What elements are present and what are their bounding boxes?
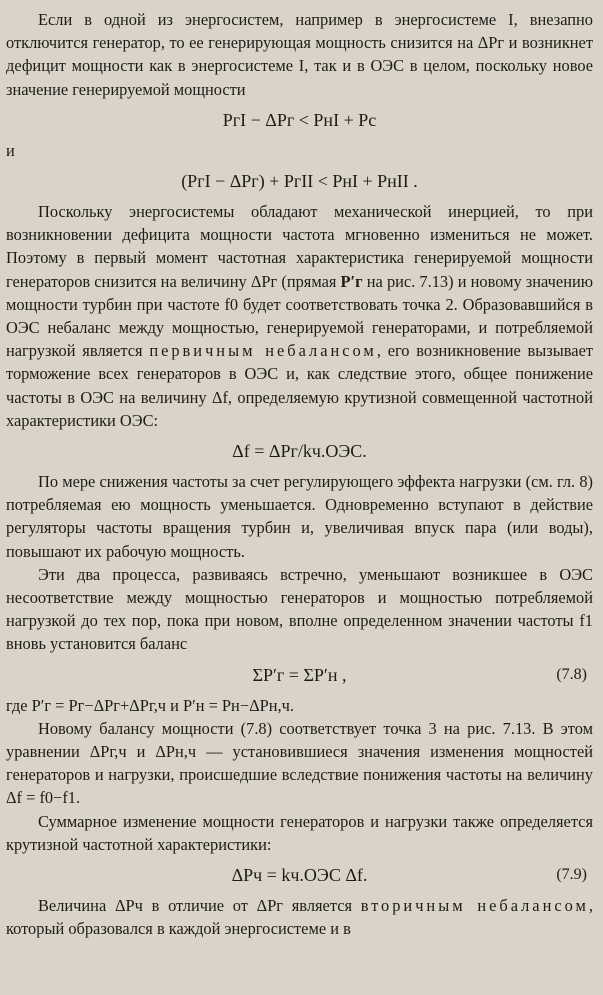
paragraph-5: Новому балансу мощности (7.8) соответствует точка 3 на рис. 7.13. В этом уравнении ΔPг,ч и ΔPн,ч — установившиеся значения изменения мощностей генераторов и нагрузки, происшедшие вследствие понижения частоты на величину Δf = f0−f1. — [6, 718, 593, 808]
equation-2: (PгI − ΔPг) + PгII < PнI + PнII . — [181, 171, 418, 192]
equation-frequency-change: Δf = ΔPг/kч.ОЭС. — [232, 441, 367, 462]
equation-7-9-body: ΔPч = kч.ОЭС Δf. — [231, 865, 368, 886]
equation-7-8 — [6, 660, 593, 690]
paragraph-2-part-c: , его возникновение вызывает торможение всех генераторов в ОЭС и, как следствие этого, общее понижение частоты в ОЭС на величину Δf, определяемую крутизной совмещенной частотной характеристики ОЭС: — [6, 341, 594, 430]
paragraph-2-part-a: Поскольку энергосистемы обладают механической инерцией, то при возникновении дефицита мощности частота мгновенно измениться не может. Поэтому в первый момент частотная характеристика генерируемой мощности генераторов снизится на величину ΔPг (прямая — [6, 202, 593, 291]
paragraph-6: Суммарное изменение мощности генераторов и нагрузки также определяется крутизной частотной характеристики: — [6, 811, 593, 854]
paragraph-7-part-a: Величина ΔPч в отличие от ΔPг является — [38, 896, 361, 916]
conjunction-and: и — [6, 140, 15, 160]
paragraph-2 — [6, 200, 593, 432]
paragraph-1: Если в одной из энергосистем, например в энергосистеме I, внезапно отключится генератор, то ее генерирующая мощность снизится на ΔPг и возникнет дефицит мощности как в энергосистеме I, так и в ОЭС в целом, поскольку новое значение генерируемой мощности — [6, 10, 593, 99]
where-clause: где P′г = Pг−ΔPг+ΔPг,ч и P′н = Pн−ΔPн,ч. — [6, 695, 294, 715]
equation-7-9-number: (7.9) — [556, 866, 587, 884]
equation-1: PгI − ΔPг < PнI + Pс — [222, 109, 377, 130]
term-primary-imbalance: первичным небалансом — [149, 341, 377, 361]
paragraph-7-part-b: , который образовался в каждой энергосистеме и в — [6, 896, 593, 939]
term-secondary-imbalance: вторичным небалансом — [360, 896, 589, 916]
equation-7-9 — [6, 860, 593, 890]
paragraph-4: Эти два процесса, развиваясь встречно, уменьшают возникшее в ОЭС несоответствие между мощностью генераторов и мощностью потребляемой нагрузкой до тех пор, пока при новом, вполне определенном значении частоты f1 вновь установится баланс — [6, 564, 593, 654]
equation-7-8-number: (7.8) — [556, 665, 587, 683]
primed-generator-power: P′г — [340, 271, 363, 291]
paragraph-7 — [6, 894, 593, 940]
paragraph-3: По мере снижения частоты за счет регулирующего эффекта нагрузки (см. гл. 8) потребляемая ею мощность уменьшается. Одновременно вступают в действие регуляторы частоты вращения турбин и, увеличивая впуск пара (или воды), повышают их рабочую мощность. — [6, 472, 593, 561]
equation-7-8-body: ΣP′г = ΣP′н , — [252, 664, 347, 685]
paragraph-2-part-b: на рис. 7.13) и новому значению мощности турбин при частоте f0 будет соответствовать точка 2. Образовавшийся в ОЭС небаланс между мощностью, генерируемой генераторами, и потребляемой нагрузкой является — [6, 271, 593, 361]
